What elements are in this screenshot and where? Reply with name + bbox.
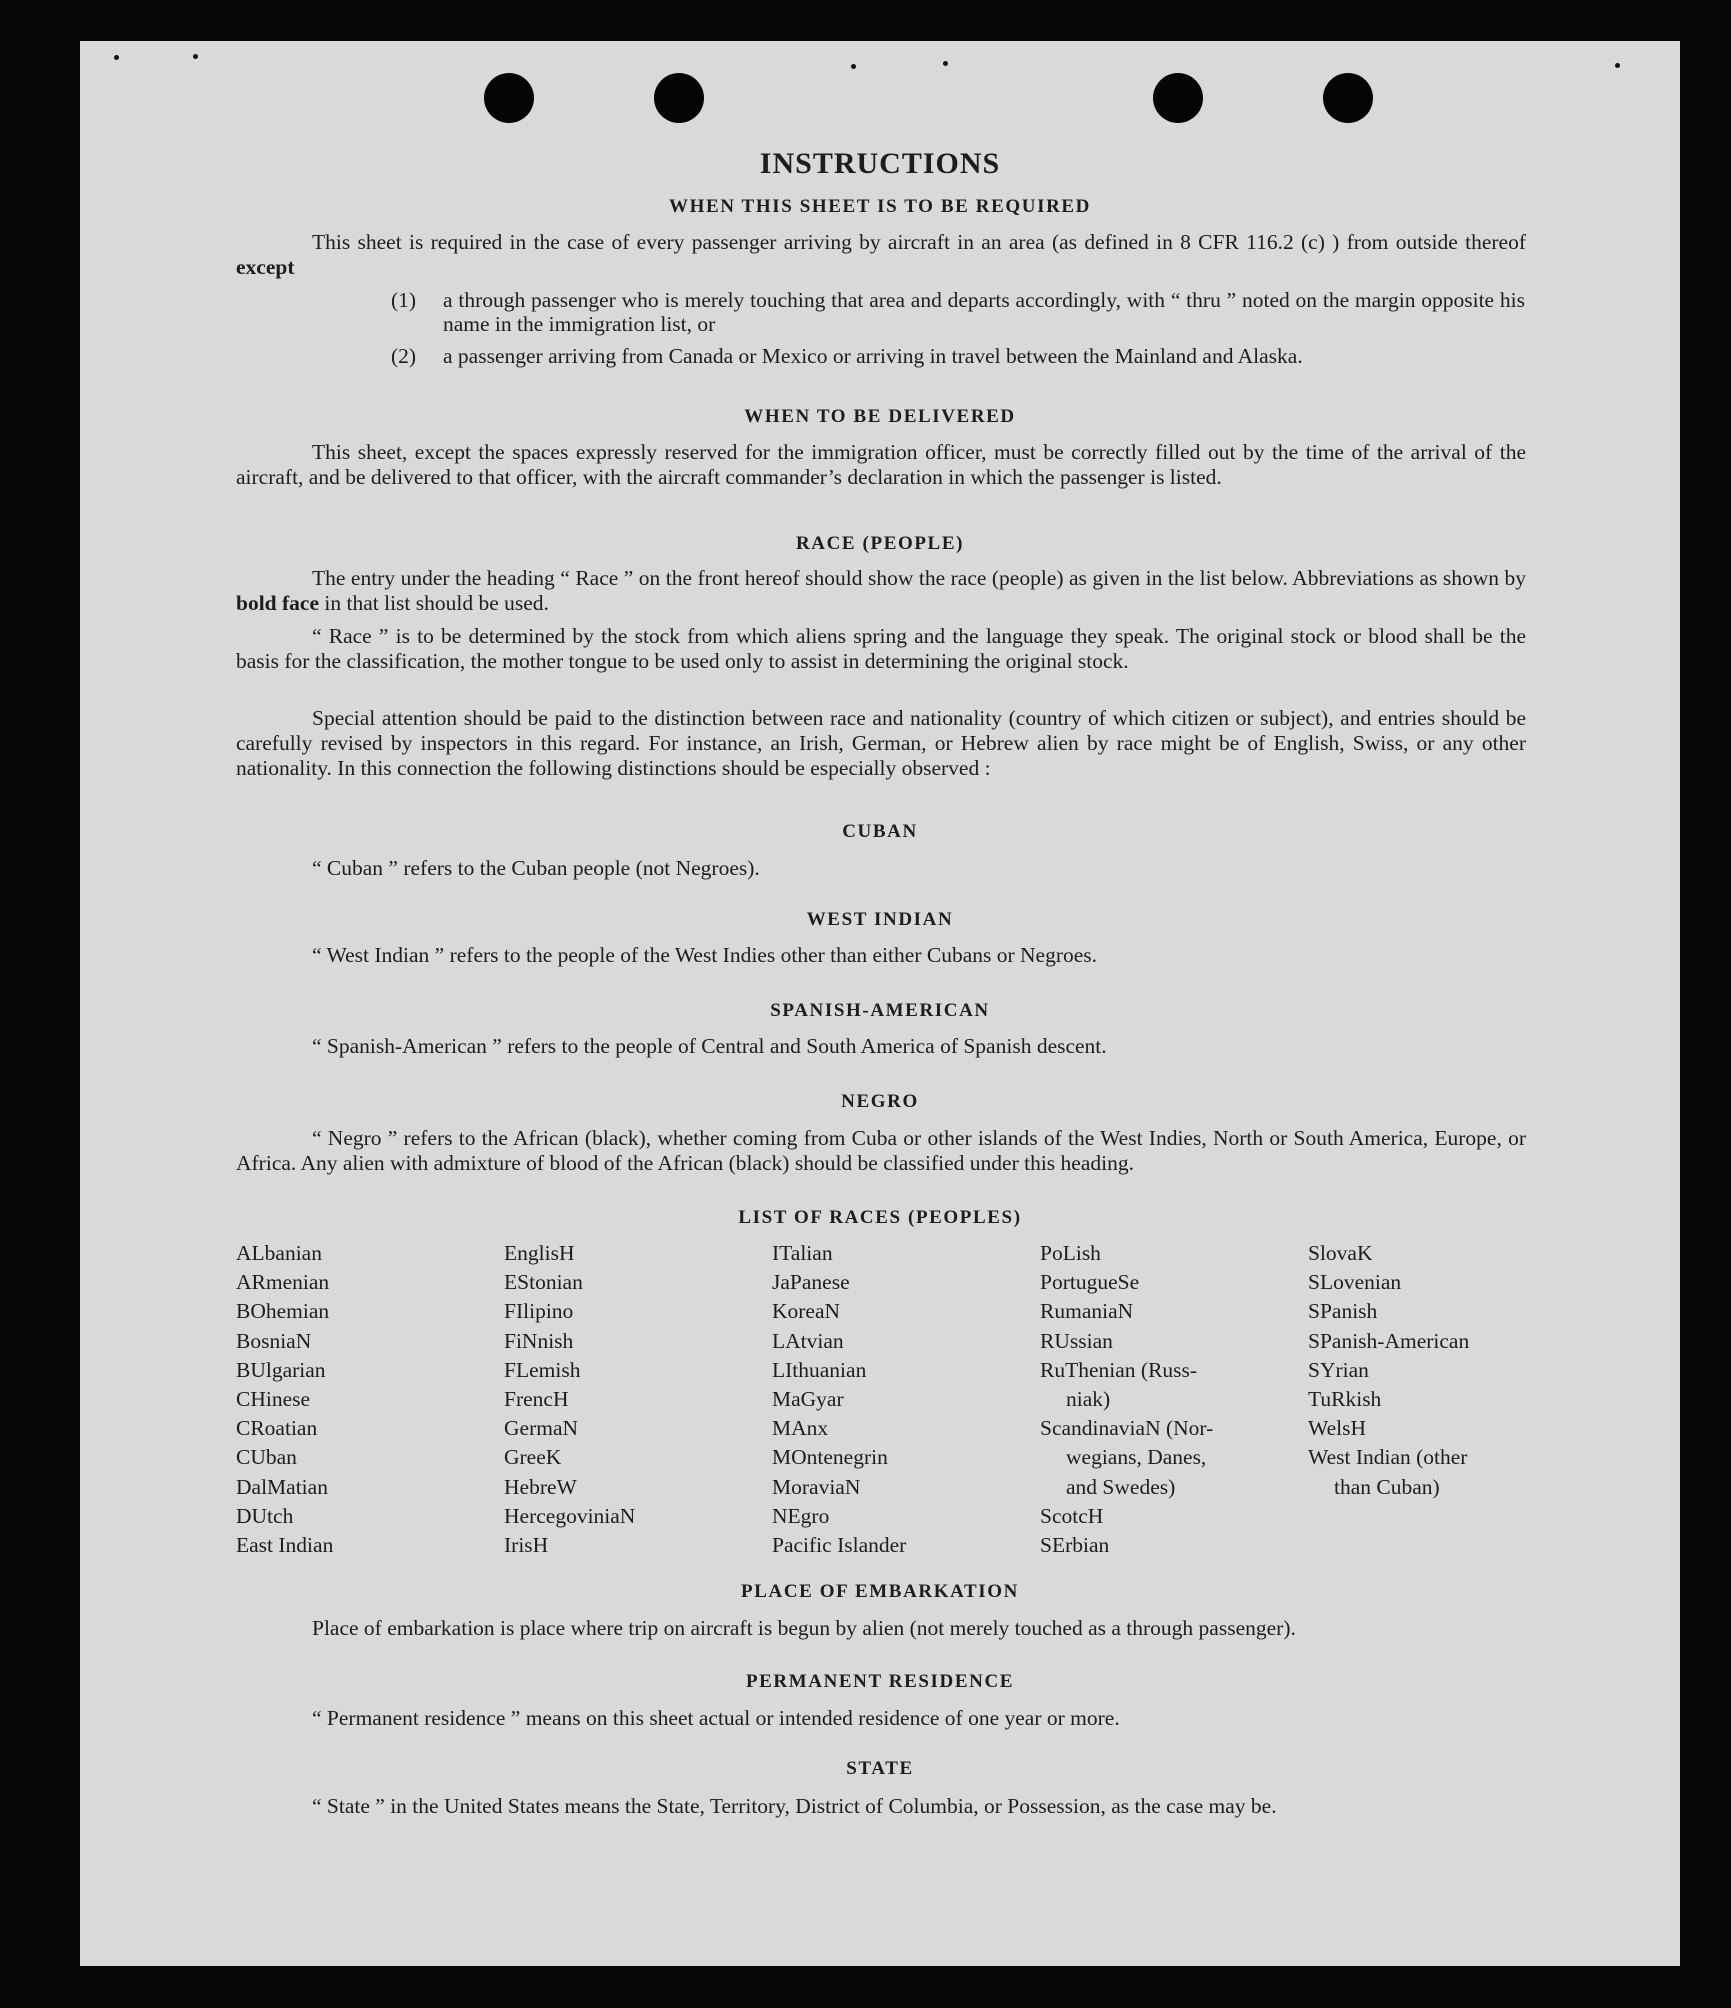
race-entry: DUtch bbox=[236, 1503, 294, 1528]
page-title: INSTRUCTIONS bbox=[759, 147, 1001, 180]
paragraph-negro: “ Negro ” refers to the African (black), whether coming from Cuba or other islands of the West Indies, North or South America, Europe, or Africa. Any alien with admixture of blood of the African (black) should be classified under this heading. bbox=[236, 1126, 1526, 1175]
heading-permanent-residence: PERMANENT RESIDENCE bbox=[745, 1671, 1015, 1692]
races-list bbox=[236, 1239, 1536, 1569]
race-entry: ScandinaviaN (Nor- bbox=[1040, 1416, 1214, 1441]
punch-hole bbox=[484, 73, 534, 123]
race-entry: CRoatian bbox=[236, 1416, 318, 1441]
race-entry-continued: wegians, Danes, bbox=[1066, 1445, 1207, 1470]
races-column bbox=[504, 1239, 635, 1560]
races-column bbox=[772, 1239, 906, 1560]
item-text: a through passenger who is merely touching that area and departs accordingly, with “ thru ” noted on the margin opposite his name in the immigration list, or bbox=[443, 288, 1525, 336]
heading-list-of-races: LIST OF RACES (PEOPLES) bbox=[738, 1207, 1022, 1228]
race-entry: FiNnish bbox=[504, 1328, 574, 1353]
race-entry: GreeK bbox=[504, 1445, 562, 1470]
races-column bbox=[236, 1239, 333, 1560]
race-entry: ALbanian bbox=[236, 1241, 322, 1265]
race-entry: Pacific Islander bbox=[772, 1533, 907, 1558]
heading-cuban: CUBAN bbox=[842, 821, 918, 842]
punch-hole bbox=[1153, 73, 1203, 123]
paragraph-cuban: “ Cuban ” refers to the Cuban people (not Negroes). bbox=[312, 856, 760, 880]
ink-speck bbox=[114, 55, 119, 60]
heading-race: RACE (PEOPLE) bbox=[795, 533, 965, 554]
paragraph-west-indian: “ West Indian ” refers to the people of the West Indies other than either Cubans or Negroes. bbox=[312, 943, 1098, 967]
race-entry: KoreaN bbox=[772, 1299, 841, 1324]
race-entry: RuThenian (Russ- bbox=[1040, 1357, 1198, 1382]
heading-when-required: WHEN THIS SHEET IS TO BE REQUIRED bbox=[668, 196, 1092, 217]
race-entry: ScotcH bbox=[1040, 1503, 1104, 1528]
race-entry: CHinese bbox=[236, 1387, 311, 1412]
heading-when-delivered: WHEN TO BE DELIVERED bbox=[744, 406, 1016, 427]
race-entry: West Indian (other bbox=[1308, 1445, 1468, 1470]
paragraph-embarkation: Place of embarkation is place where trip on aircraft is begun by alien (not merely touched as a through passenger). bbox=[312, 1616, 1296, 1640]
race-entry: SErbian bbox=[1040, 1533, 1110, 1558]
heading-spanish-american: SPANISH-AMERICAN bbox=[770, 1000, 990, 1021]
race-entry: MOntenegrin bbox=[772, 1445, 888, 1470]
races-column bbox=[1040, 1239, 1213, 1560]
race-entry: WelsH bbox=[1308, 1416, 1366, 1441]
race-entry: EStonian bbox=[504, 1270, 583, 1295]
heading-negro: NEGRO bbox=[841, 1091, 919, 1112]
race-entry: DalMatian bbox=[236, 1474, 328, 1499]
paragraph-race-entry: The entry under the heading “ Race ” on the front hereof should show the race (people) as given in the list below. Abbreviations as shown by bold face in that list should be used. bbox=[236, 566, 1526, 615]
races-column bbox=[1308, 1239, 1469, 1502]
race-entry: FrencH bbox=[504, 1387, 569, 1412]
race-entry: BUlgarian bbox=[236, 1357, 326, 1382]
race-entry: HercegoviniaN bbox=[504, 1503, 636, 1528]
race-entry-continued: and Swedes) bbox=[1066, 1474, 1176, 1499]
race-entry-continued: than Cuban) bbox=[1334, 1474, 1440, 1499]
paragraph-delivered: This sheet, except the spaces expressly reserved for the immigration officer, must be correctly filled out by the time of the arrival of the aircraft, and be delivered to that officer, with the aircraft commander’s declaration in which the passenger is listed. bbox=[236, 440, 1526, 489]
race-entry: IrisH bbox=[504, 1533, 549, 1558]
item-number: (1) bbox=[391, 288, 417, 312]
race-entry: FIlipino bbox=[504, 1299, 574, 1324]
paragraph-state: “ State ” in the United States means the State, Territory, District of Columbia, or Possession, as the case may be. bbox=[312, 1794, 1277, 1818]
race-entry: JaPanese bbox=[772, 1270, 850, 1295]
paragraph-race-stock: “ Race ” is to be determined by the stock from which aliens spring and the language they speak. The original stock or blood shall be the basis for the classification, the mother tongue to be used only to assist in determining the original stock. bbox=[236, 624, 1526, 673]
heading-state: STATE bbox=[846, 1758, 914, 1779]
race-entry: BOhemian bbox=[236, 1299, 330, 1324]
race-entry: CUban bbox=[236, 1445, 297, 1470]
race-entry: ITalian bbox=[772, 1241, 833, 1265]
instruction-sheet bbox=[80, 41, 1680, 1966]
race-entry: HebreW bbox=[504, 1474, 577, 1499]
race-entry: SlovaK bbox=[1308, 1241, 1373, 1265]
race-entry: PoLish bbox=[1040, 1241, 1101, 1265]
heading-west-indian: WEST INDIAN bbox=[806, 909, 954, 930]
item-number: (2) bbox=[391, 344, 417, 368]
item-text: a passenger arriving from Canada or Mexico or arriving in travel between the Mainland and Alaska. bbox=[443, 344, 1303, 368]
ink-speck bbox=[851, 64, 856, 69]
race-entry: SPanish bbox=[1308, 1299, 1378, 1324]
race-entry: PortugueSe bbox=[1040, 1270, 1140, 1295]
race-entry: ARmenian bbox=[236, 1270, 330, 1295]
ink-speck bbox=[1615, 63, 1620, 68]
race-entry: EnglisH bbox=[504, 1241, 575, 1265]
race-entry: GermaN bbox=[504, 1416, 579, 1441]
race-entry: LAtvian bbox=[772, 1328, 844, 1353]
paragraph-required: This sheet is required in the case of every passenger arriving by aircraft in an area (as defined in 8 CFR 116.2 (c) ) from outside thereof except bbox=[236, 230, 1526, 279]
race-entry: NEgro bbox=[772, 1503, 830, 1528]
paragraph-spanish-american: “ Spanish-American ” refers to the people of Central and South America of Spanish descent. bbox=[312, 1034, 1107, 1058]
race-entry: SLovenian bbox=[1308, 1270, 1402, 1295]
race-entry: East Indian bbox=[236, 1533, 334, 1558]
race-entry: FLemish bbox=[504, 1357, 581, 1382]
race-entry: MaGyar bbox=[772, 1387, 844, 1412]
paragraph-residence: “ Permanent residence ” means on this sheet actual or intended residence of one year or more. bbox=[312, 1706, 1120, 1730]
paragraph-race-nationality: Special attention should be paid to the distinction between race and nationality (country of which citizen or subject), and entries should be carefully revised by inspectors in this regard. For instance, an Irish, German, or Hebrew alien by race might be of English, Swiss, or any other nationality. In this connection the following distinctions should be especially observed : bbox=[236, 706, 1526, 780]
race-entry: LIthuanian bbox=[772, 1357, 867, 1382]
race-entry: BosniaN bbox=[236, 1328, 312, 1353]
race-entry-continued: niak) bbox=[1066, 1387, 1111, 1412]
race-entry: MoraviaN bbox=[772, 1474, 861, 1499]
punch-hole bbox=[1323, 73, 1373, 123]
punch-hole bbox=[654, 73, 704, 123]
race-entry: RUssian bbox=[1040, 1328, 1113, 1353]
ink-speck bbox=[943, 61, 948, 66]
race-entry: MAnx bbox=[772, 1416, 829, 1441]
race-entry: TuRkish bbox=[1308, 1387, 1382, 1412]
race-entry: RumaniaN bbox=[1040, 1299, 1134, 1324]
ink-speck bbox=[193, 54, 198, 59]
race-entry: SYrian bbox=[1308, 1357, 1369, 1382]
race-entry: SPanish-American bbox=[1308, 1328, 1470, 1353]
heading-place-of-embarkation: PLACE OF EMBARKATION bbox=[741, 1581, 1019, 1602]
